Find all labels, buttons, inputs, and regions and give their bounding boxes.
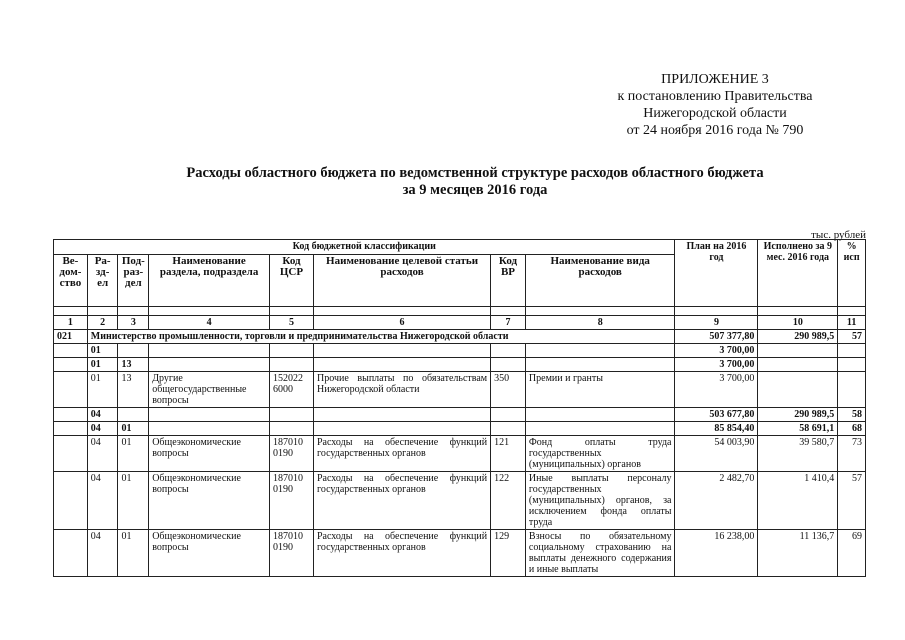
executed-cell: 290 989,5 xyxy=(758,408,838,422)
column-number: 10 xyxy=(758,316,838,330)
appendix-title: ПРИЛОЖЕНИЕ 3 xyxy=(661,72,769,87)
podrazdel-cell: 01 xyxy=(118,472,149,530)
header-csr: Код ЦСР xyxy=(269,255,313,307)
plan-cell: 2 482,70 xyxy=(675,472,758,530)
header-percent: % исп xyxy=(838,240,866,307)
target-name-cell xyxy=(314,344,491,358)
csr-cell xyxy=(269,408,313,422)
table-row xyxy=(54,372,866,408)
executed-cell: 39 580,7 xyxy=(758,436,838,472)
table-rows xyxy=(54,344,866,577)
expense-type-cell xyxy=(525,408,675,422)
title-line-1: Расходы областного бюджета по ведомственной структуре расходов областного бюджета xyxy=(186,165,764,181)
podrazdel-cell: 01 xyxy=(118,530,149,577)
vedomstvo-cell xyxy=(54,372,88,408)
column-number: 7 xyxy=(491,316,526,330)
vedomstvo-cell xyxy=(54,422,88,436)
plan-cell: 3 700,00 xyxy=(675,372,758,408)
plan-cell: 3 700,00 xyxy=(675,344,758,358)
budget-table xyxy=(53,239,866,577)
vr-cell: 121 xyxy=(491,436,526,472)
vr-cell xyxy=(491,358,526,372)
target-name-cell xyxy=(314,408,491,422)
appendix-date: от 24 ноября 2016 года № 790 xyxy=(626,123,804,138)
column-number: 1 xyxy=(54,316,88,330)
section-name-cell xyxy=(149,358,270,372)
appendix-region: Нижегородской области xyxy=(643,106,787,121)
razdel-cell: 04 xyxy=(87,530,118,577)
column-number: 5 xyxy=(269,316,313,330)
executed-cell xyxy=(758,358,838,372)
razdel-cell: 01 xyxy=(87,358,118,372)
expense-type-cell xyxy=(525,344,675,358)
vr-cell: 129 xyxy=(491,530,526,577)
razdel-cell: 01 xyxy=(87,372,118,408)
csr-cell xyxy=(269,422,313,436)
podrazdel-cell: 01 xyxy=(118,422,149,436)
executed-cell xyxy=(758,344,838,358)
target-name-cell xyxy=(314,422,491,436)
column-number: 11 xyxy=(838,316,866,330)
expense-type-cell: Иные выплаты персоналу государственных (муниципальных) органов, за исключением фонда оплаты труда xyxy=(525,472,675,530)
executed-cell: 11 136,7 xyxy=(758,530,838,577)
expense-type-cell xyxy=(525,422,675,436)
executed-cell: 58 691,1 xyxy=(758,422,838,436)
vedomstvo-cell xyxy=(54,408,88,422)
table-row xyxy=(54,344,866,358)
plan-cell: 85 854,40 xyxy=(675,422,758,436)
header-target-name: Наименование целевой статьи расходов xyxy=(314,255,491,307)
ministry-executed: 290 989,5 xyxy=(758,330,838,344)
vr-cell xyxy=(491,344,526,358)
vr-cell: 122 xyxy=(491,472,526,530)
expense-type-cell: Премии и гранты xyxy=(525,372,675,408)
target-name-cell: Расходы на обеспечение функций государственных органов xyxy=(314,472,491,530)
header-gap xyxy=(54,307,866,316)
table-row xyxy=(54,436,866,472)
razdel-cell: 04 xyxy=(87,472,118,530)
csr-cell: 187010 0190 xyxy=(269,472,313,530)
razdel-cell: 04 xyxy=(87,408,118,422)
column-number: 3 xyxy=(118,316,149,330)
expense-type-cell xyxy=(525,358,675,372)
plan-cell: 16 238,00 xyxy=(675,530,758,577)
csr-cell xyxy=(269,344,313,358)
vr-cell xyxy=(491,422,526,436)
table-row xyxy=(54,408,866,422)
column-number: 4 xyxy=(149,316,270,330)
percent-cell: 57 xyxy=(838,472,866,530)
target-name-cell: Расходы на обеспечение функций государственных органов xyxy=(314,530,491,577)
podrazdel-cell: 13 xyxy=(118,372,149,408)
section-name-cell xyxy=(149,408,270,422)
podrazdel-cell: 13 xyxy=(118,358,149,372)
percent-cell: 69 xyxy=(838,530,866,577)
ministry-name: Министерство промышленности, торговли и предпринимательства Нижегородской области xyxy=(87,330,675,344)
column-number: 6 xyxy=(314,316,491,330)
appendix-reference: к постановлению Правительства xyxy=(617,89,813,104)
appendix-block xyxy=(560,71,870,139)
table-row xyxy=(54,530,866,577)
podrazdel-cell: 01 xyxy=(118,436,149,472)
column-number: 8 xyxy=(525,316,675,330)
column-number: 2 xyxy=(87,316,118,330)
plan-cell: 54 003,90 xyxy=(675,436,758,472)
header-podrazdel: Под-раз-дел xyxy=(118,255,149,307)
section-name-cell xyxy=(149,344,270,358)
vr-cell xyxy=(491,408,526,422)
header-razdel: Ра-зд-ел xyxy=(87,255,118,307)
header-executed: Исполнено за 9 мес. 2016 года xyxy=(758,240,838,307)
executed-cell xyxy=(758,372,838,408)
razdel-cell: 04 xyxy=(87,422,118,436)
ministry-row xyxy=(54,330,866,344)
plan-cell: 503 677,80 xyxy=(675,408,758,422)
header-expense-type: Наименование вида расходов xyxy=(525,255,675,307)
podrazdel-cell xyxy=(118,408,149,422)
title-line-2: за 9 месяцев 2016 года xyxy=(402,182,548,198)
csr-cell xyxy=(269,358,313,372)
column-number: 9 xyxy=(675,316,758,330)
header-plan: План на 2016 год xyxy=(675,240,758,307)
header-classification: Код бюджетной классификации xyxy=(54,240,675,255)
vedomstvo-cell xyxy=(54,530,88,577)
expense-type-cell: Взносы по обязательному социальному страхованию на выплаты денежного содержания и иные выплаты xyxy=(525,530,675,577)
csr-cell: 152022 6000 xyxy=(269,372,313,408)
csr-cell: 187010 0190 xyxy=(269,436,313,472)
plan-cell: 3 700,00 xyxy=(675,358,758,372)
table-row xyxy=(54,472,866,530)
document-title xyxy=(140,165,810,199)
table-body xyxy=(54,330,866,344)
ministry-code: 021 xyxy=(54,330,88,344)
target-name-cell xyxy=(314,358,491,372)
section-name-cell: Общеэкономические вопросы xyxy=(149,472,270,530)
column-numbers-row xyxy=(54,316,866,330)
header-vr: Код ВР xyxy=(491,255,526,307)
podrazdel-cell xyxy=(118,344,149,358)
vedomstvo-cell xyxy=(54,344,88,358)
header-vedomstvo: Ве-дом-ство xyxy=(54,255,88,307)
percent-cell: 73 xyxy=(838,436,866,472)
section-name-cell: Общеэкономические вопросы xyxy=(149,436,270,472)
percent-cell: 58 xyxy=(838,408,866,422)
ministry-plan: 507 377,80 xyxy=(675,330,758,344)
ministry-percent: 57 xyxy=(838,330,866,344)
razdel-cell: 01 xyxy=(87,344,118,358)
header-section-name: Наименование раздела, подраздела xyxy=(149,255,270,307)
vr-cell: 350 xyxy=(491,372,526,408)
vedomstvo-cell xyxy=(54,358,88,372)
table-header xyxy=(54,240,866,330)
section-name-cell: Другие общегосударственные вопросы xyxy=(149,372,270,408)
units-label: тыс. рублей xyxy=(811,229,866,241)
vedomstvo-cell xyxy=(54,472,88,530)
razdel-cell: 04 xyxy=(87,436,118,472)
percent-cell: 68 xyxy=(838,422,866,436)
target-name-cell: Расходы на обеспечение функций государственных органов xyxy=(314,436,491,472)
percent-cell xyxy=(838,358,866,372)
section-name-cell: Общеэкономические вопросы xyxy=(149,530,270,577)
expense-type-cell: Фонд оплаты труда государственных (муниципальных) органов xyxy=(525,436,675,472)
table-row xyxy=(54,358,866,372)
table-row xyxy=(54,422,866,436)
vedomstvo-cell xyxy=(54,436,88,472)
csr-cell: 187010 0190 xyxy=(269,530,313,577)
section-name-cell xyxy=(149,422,270,436)
target-name-cell: Прочие выплаты по обязательствам Нижегородской области xyxy=(314,372,491,408)
percent-cell xyxy=(838,372,866,408)
percent-cell xyxy=(838,344,866,358)
executed-cell: 1 410,4 xyxy=(758,472,838,530)
